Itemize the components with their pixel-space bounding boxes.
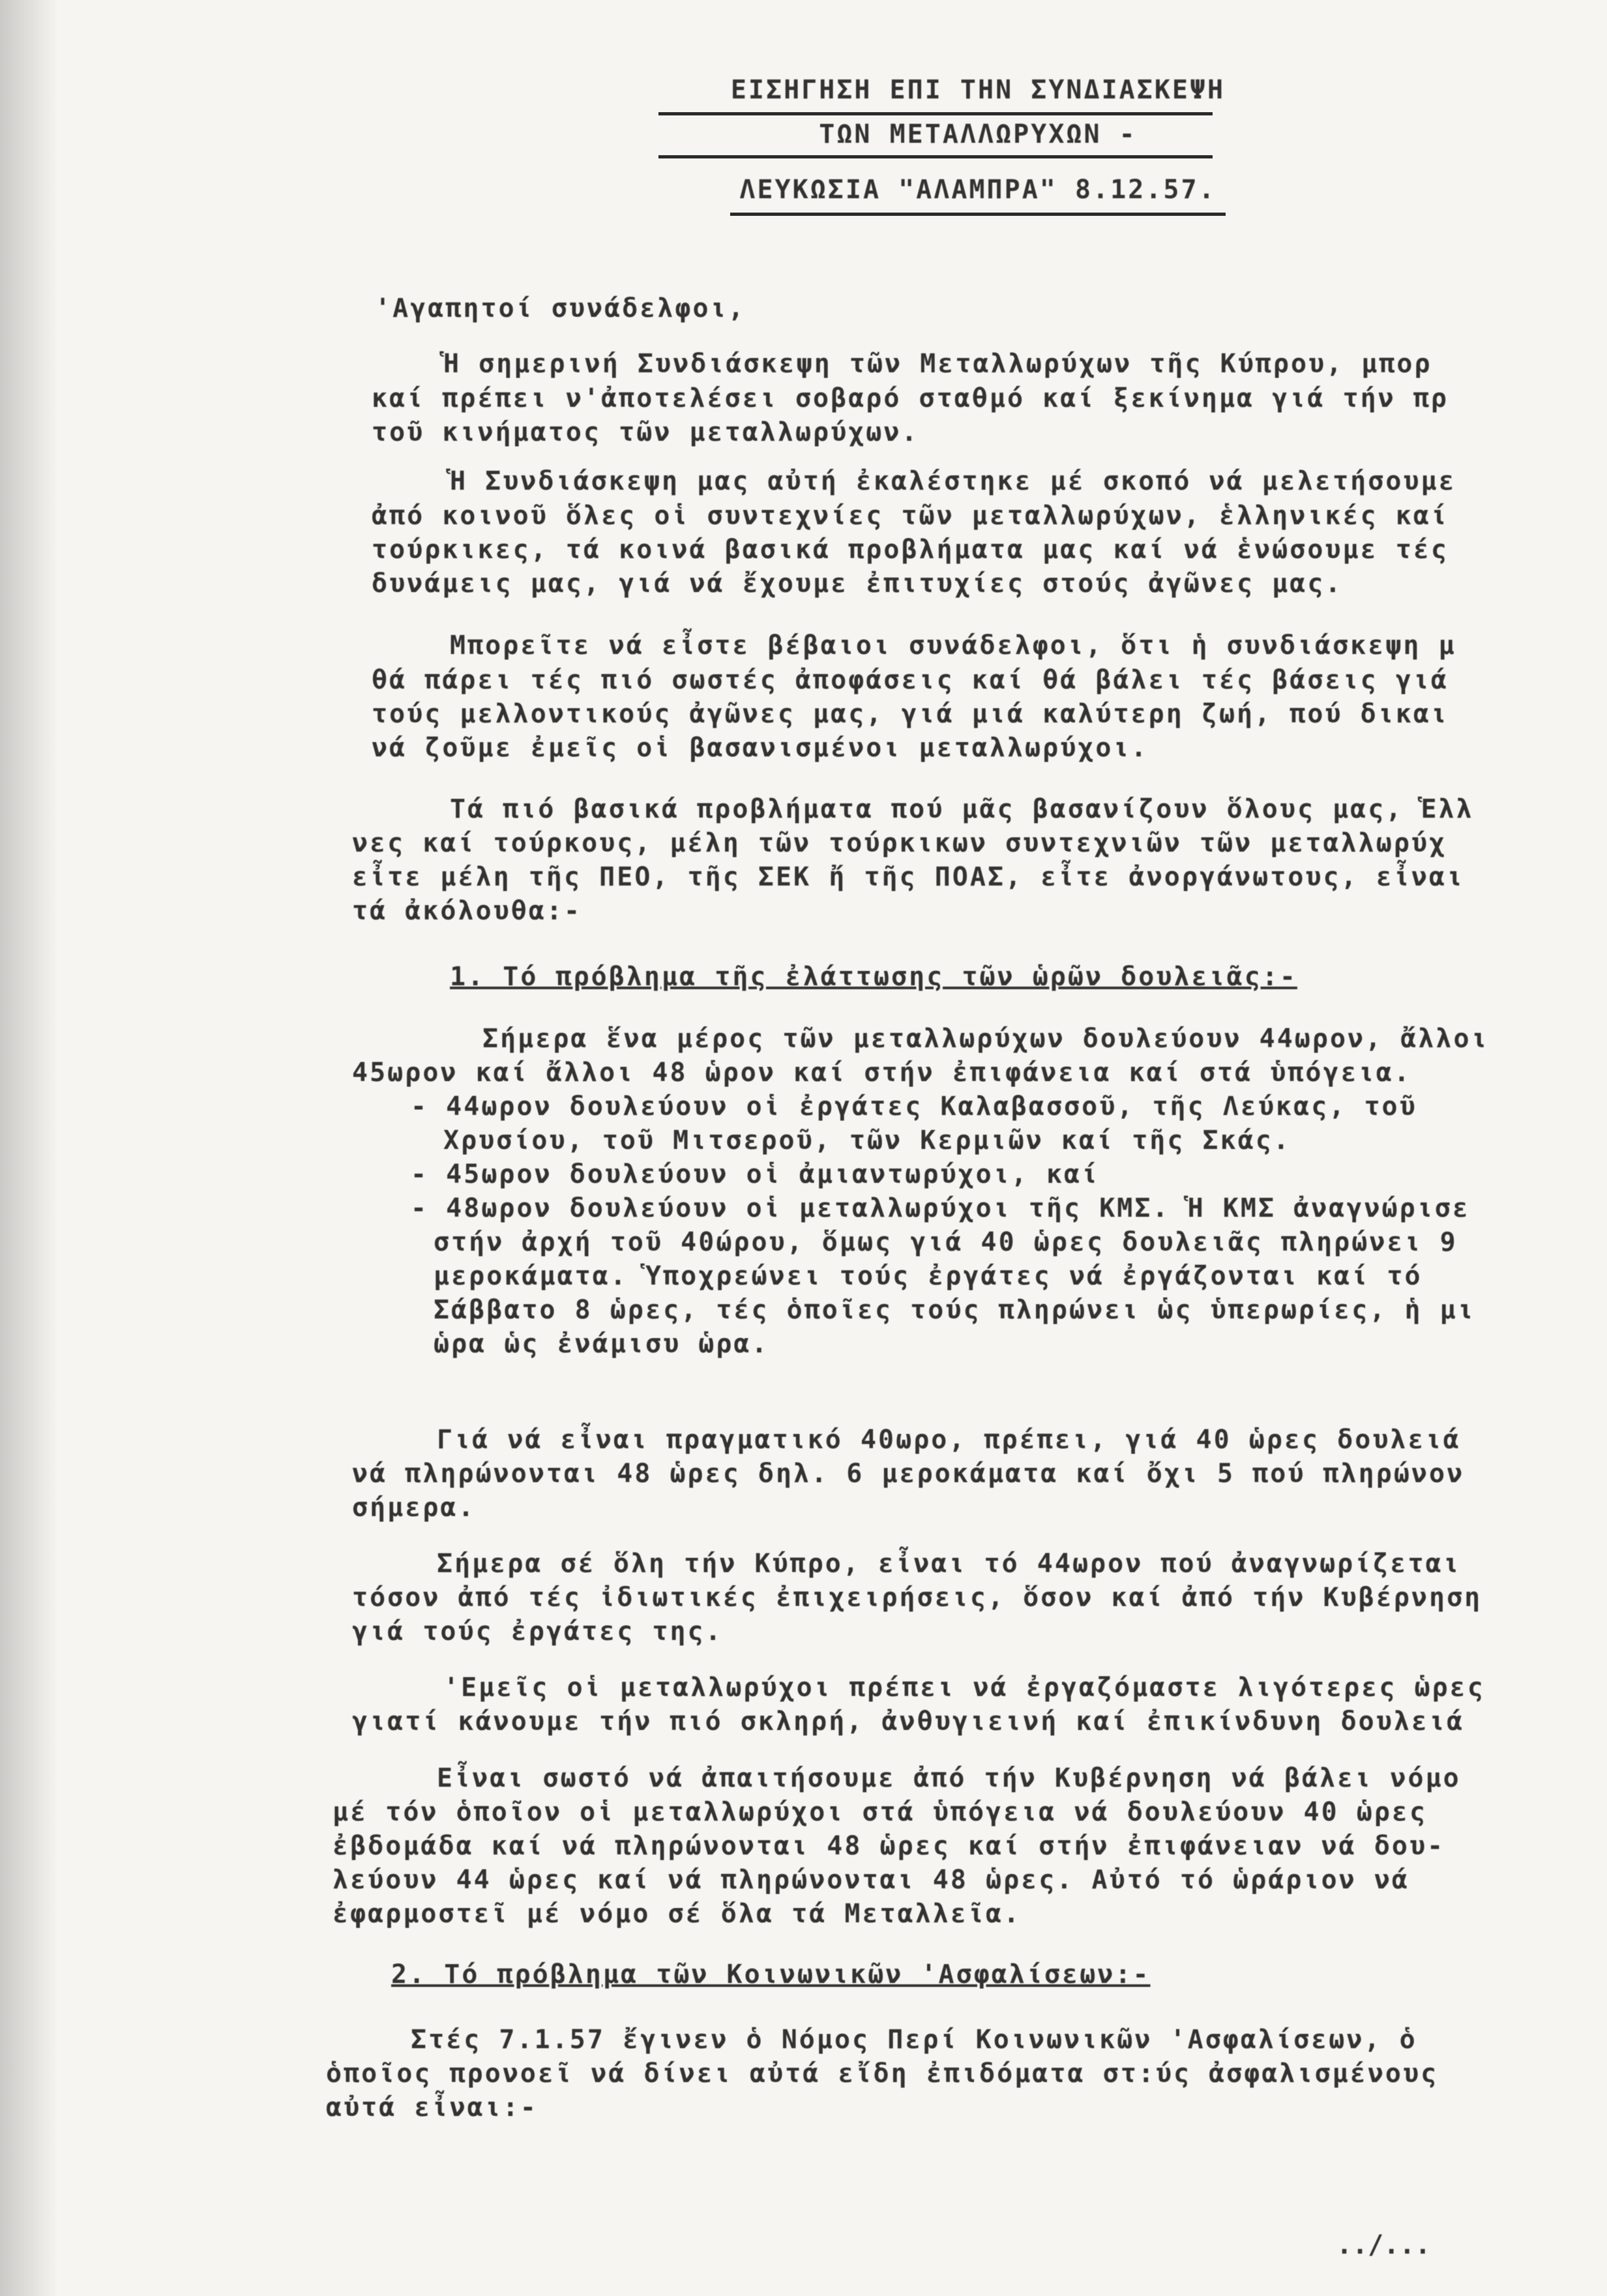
bullet-3-line-3: μεροκάματα. Ὑποχρεώνει τούς ἐργάτες νά ἐργάζονται καί τό — [434, 1261, 1423, 1291]
paragraph-1-line-2: καί πρέπει ν'ἀποτελέσει σοβαρό σταθμό καί ξεκίνημα γιά τήν πρ — [372, 383, 1449, 413]
section-2-line-3: αὐτά εἶναι:- — [326, 2093, 538, 2123]
bullet-dash: - — [411, 1159, 447, 1189]
paragraph-3-line-2: θά πάρει τές πιό σωστές ἀποφάσεις καί θά βάλει τές βάσεις γιά — [372, 665, 1449, 695]
scan-shadow-edge — [0, 0, 59, 2296]
bullet-dash: - — [411, 1092, 447, 1122]
paragraph-1-line-1: Ἡ σημερινή Συνδιάσκεψη τῶν Μεταλλωρύχων τῆς Κύπρου, μπορ — [443, 349, 1432, 379]
section-1-para-d-line-4: λεύουν 44 ὡρες καί νά πληρώνονται 48 ὡρες. Αὐτό τό ὡράριον νά — [332, 1865, 1410, 1895]
heading-line-3: ΛΕΥΚΩΣΙΑ "ΑΛΑΜΠΡΑ" 8.12.57. — [739, 175, 1216, 205]
bullet-1-line-2: Χρυσίου, τοῦ Μιτσεροῦ, τῶν Κερμιῶν καί τῆς Σκάς. — [443, 1126, 1291, 1155]
section-1-title: 1. Τό πρόβλημα τῆς ἐλάττωσης τῶν ὡρῶν δουλειᾶς:- — [450, 962, 1297, 992]
heading-line-2: ΤΩΝ ΜΕΤΑΛΛΩΡΥΧΩΝ - — [819, 119, 1137, 149]
section-1-para-d-line-2: μέ τόν ὁποῖον οἱ μεταλλωρύχοι στά ὑπόγεια νά δουλεύουν 40 ὡρες — [332, 1797, 1428, 1827]
salutation: 'Αγαπητοί συνάδελφοι, — [375, 293, 746, 323]
section-1-intro-line-1: Σήμερα ἕνα μέρος τῶν μεταλλωρύχων δουλεύουν 44ωρον, ἄλλοι — [482, 1024, 1489, 1054]
paragraph-3-line-1: Μπορεῖτε νά εἶστε βέβαιοι συνάδελφοι, ὅτι ἡ συνδιάσκεψη μ — [450, 631, 1456, 661]
heading-underline-2 — [658, 155, 1213, 158]
section-1-para-a-line-1: Γιά νά εἶναι πραγματικό 40ωρο, πρέπει, γιά 40 ὡρες δουλειά — [437, 1425, 1461, 1455]
section-1-para-b-line-2: τόσον ἀπό τές ἰδιωτικές ἐπιχειρήσεις, ὅσον καί ἀπό τήν Κυβέρνηση — [352, 1583, 1482, 1613]
heading-line-1: ΕΙΣΗΓΗΣΗ ΕΠΙ ΤΗΝ ΣΥΝΔΙΑΣΚΕΨΗ — [730, 75, 1226, 105]
paragraph-4-line-3: εἶτε μέλη τῆς ΠΕΟ, τῆς ΣΕΚ ἤ τῆς ΠΟΑΣ, εἶτε ἀνοργάνωτους, εἶναι — [352, 862, 1465, 892]
bullet-dash: - — [411, 1193, 447, 1223]
section-1-para-b-line-3: γιά τούς ἐργάτες της. — [352, 1617, 723, 1647]
paragraph-4-line-1: Τά πιό βασικά προβλήματα πού μᾶς βασανίζουν ὅλους μας, Ἑλλ — [450, 794, 1474, 824]
bullet-1-line-1: - 44ωρον δουλεύουν οἱ ἐργάτες Καλαβασσοῦ, τῆς Λεύκας, τοῦ — [411, 1092, 1417, 1122]
section-1-para-d-line-1: Εἶναι σωστό νά ἀπαιτήσουμε ἀπό τήν Κυβέρνηση νά βάλει νόμο — [437, 1763, 1461, 1793]
paragraph-2-line-2: ἀπό κοινοῦ ὅλες οἱ συντεχνίες τῶν μεταλλωρύχων, ἑλληνικές καί — [372, 501, 1449, 531]
paragraph-4-line-2: νες καί τούρκους, μέλη τῶν τούρκικων συντεχνιῶν τῶν μεταλλωρύχ — [352, 828, 1447, 858]
heading-underline-1 — [658, 112, 1213, 115]
section-1-para-a-line-2: νά πληρώνονται 48 ὡρες δηλ. 6 μεροκάματα καί ὄχι 5 πού πληρώνον — [352, 1459, 1465, 1489]
section-1-intro-line-2: 45ωρον καί ἄλλοι 48 ὡρον καί στήν ἐπιφάνεια καί στά ὑπόγεια. — [352, 1058, 1411, 1088]
paragraph-4-line-4: τά ἀκόλουθα:- — [352, 896, 582, 926]
heading-underline-3 — [730, 213, 1226, 216]
bullet-3-line-2: στήν ἀρχή τοῦ 40ώρου, ὅμως γιά 40 ὡρες δουλειᾶς πληρώνει 9 — [434, 1227, 1458, 1257]
bullet-3-line-1: - 48ωρον δουλεύουν οἱ μεταλλωρύχοι τῆς ΚΜΣ. Ἡ ΚΜΣ ἀναγνώρισε — [411, 1193, 1470, 1223]
paragraph-3-line-4: νά ζοῦμε ἐμεῖς οἱ βασανισμένοι μεταλλωρύχοι. — [372, 733, 1149, 763]
section-1-para-d-line-5: ἐφαρμοστεῖ μέ νόμο σέ ὅλα τά Μεταλλεῖα. — [332, 1899, 1022, 1929]
section-2-line-1: Στές 7.1.57 ἔγινεν ὁ Νόμος Περί Κοινωνικῶν 'Ασφαλίσεων, ὁ — [411, 2025, 1417, 2055]
paragraph-2-line-4: δυνάμεις μας, γιά νά ἔχουμε ἐπιτυχίες στούς ἀγῶνες μας. — [372, 569, 1343, 599]
section-1-para-c-line-1: 'Εμεῖς οἱ μεταλλωρύχοι πρέπει νά ἐργαζόμαστε λιγότερες ὡρες — [443, 1673, 1485, 1703]
paragraph-1-line-3: τοῦ κινήματος τῶν μεταλλωρύχων. — [372, 417, 919, 447]
paragraph-2-line-3: τούρκικες, τά κοινά βασικά προβλήματα μας καί νά ἑνώσουμε τές — [372, 535, 1449, 565]
section-1-para-c-line-2: γιατί κάνουμε τήν πιό σκληρή, ἀνθυγιεινή καί ἐπικίνδυνη δουλειά — [352, 1707, 1465, 1737]
bullet-3-line-5: ὡρα ὡς ἐνάμισυ ὡρα. — [434, 1329, 769, 1359]
paragraph-3-line-3: τούς μελλοντικούς ἀγῶνες μας, γιά μιά καλύτερη ζωή, πού δικαι — [372, 699, 1449, 729]
section-2-line-2: ὁποῖος προνοεῖ νά δίνει αὐτά εἴδη ἐπιδόματα στ:ύς ἀσφαλισμένους — [326, 2059, 1439, 2089]
section-1-para-b-line-1: Σήμερα σέ ὅλη τήν Κύπρο, εἶναι τό 44ωρον πού ἀναγνωρίζεται — [437, 1549, 1461, 1579]
bullet-3-line-4: Σάββατο 8 ὡρες, τές ὁποῖες τούς πληρώνει ὡς ὑπερωρίες, ἡ μι — [434, 1295, 1475, 1325]
continuation-marker: ../... — [1336, 2230, 1431, 2260]
section-2-title: 2. Τό πρόβλημα τῶν Κοινωνικῶν 'Ασφαλίσεων:- — [391, 1960, 1151, 1990]
paragraph-2-line-1: Ἡ Συνδιάσκεψη μας αὐτή ἐκαλέστηκε μέ σκοπό νά μελετήσουμε — [450, 466, 1456, 496]
section-1-para-d-line-3: ἐβδομάδα καί νά πληρώνονται 48 ὡρες καί στήν ἐπιφάνειαν νά δου- — [332, 1831, 1445, 1861]
bullet-2-line-1: - 45ωρον δουλεύουν οἱ ἀμιαντωρύχοι, καί — [411, 1159, 1100, 1189]
section-1-para-a-line-3: σήμερα. — [352, 1493, 476, 1523]
